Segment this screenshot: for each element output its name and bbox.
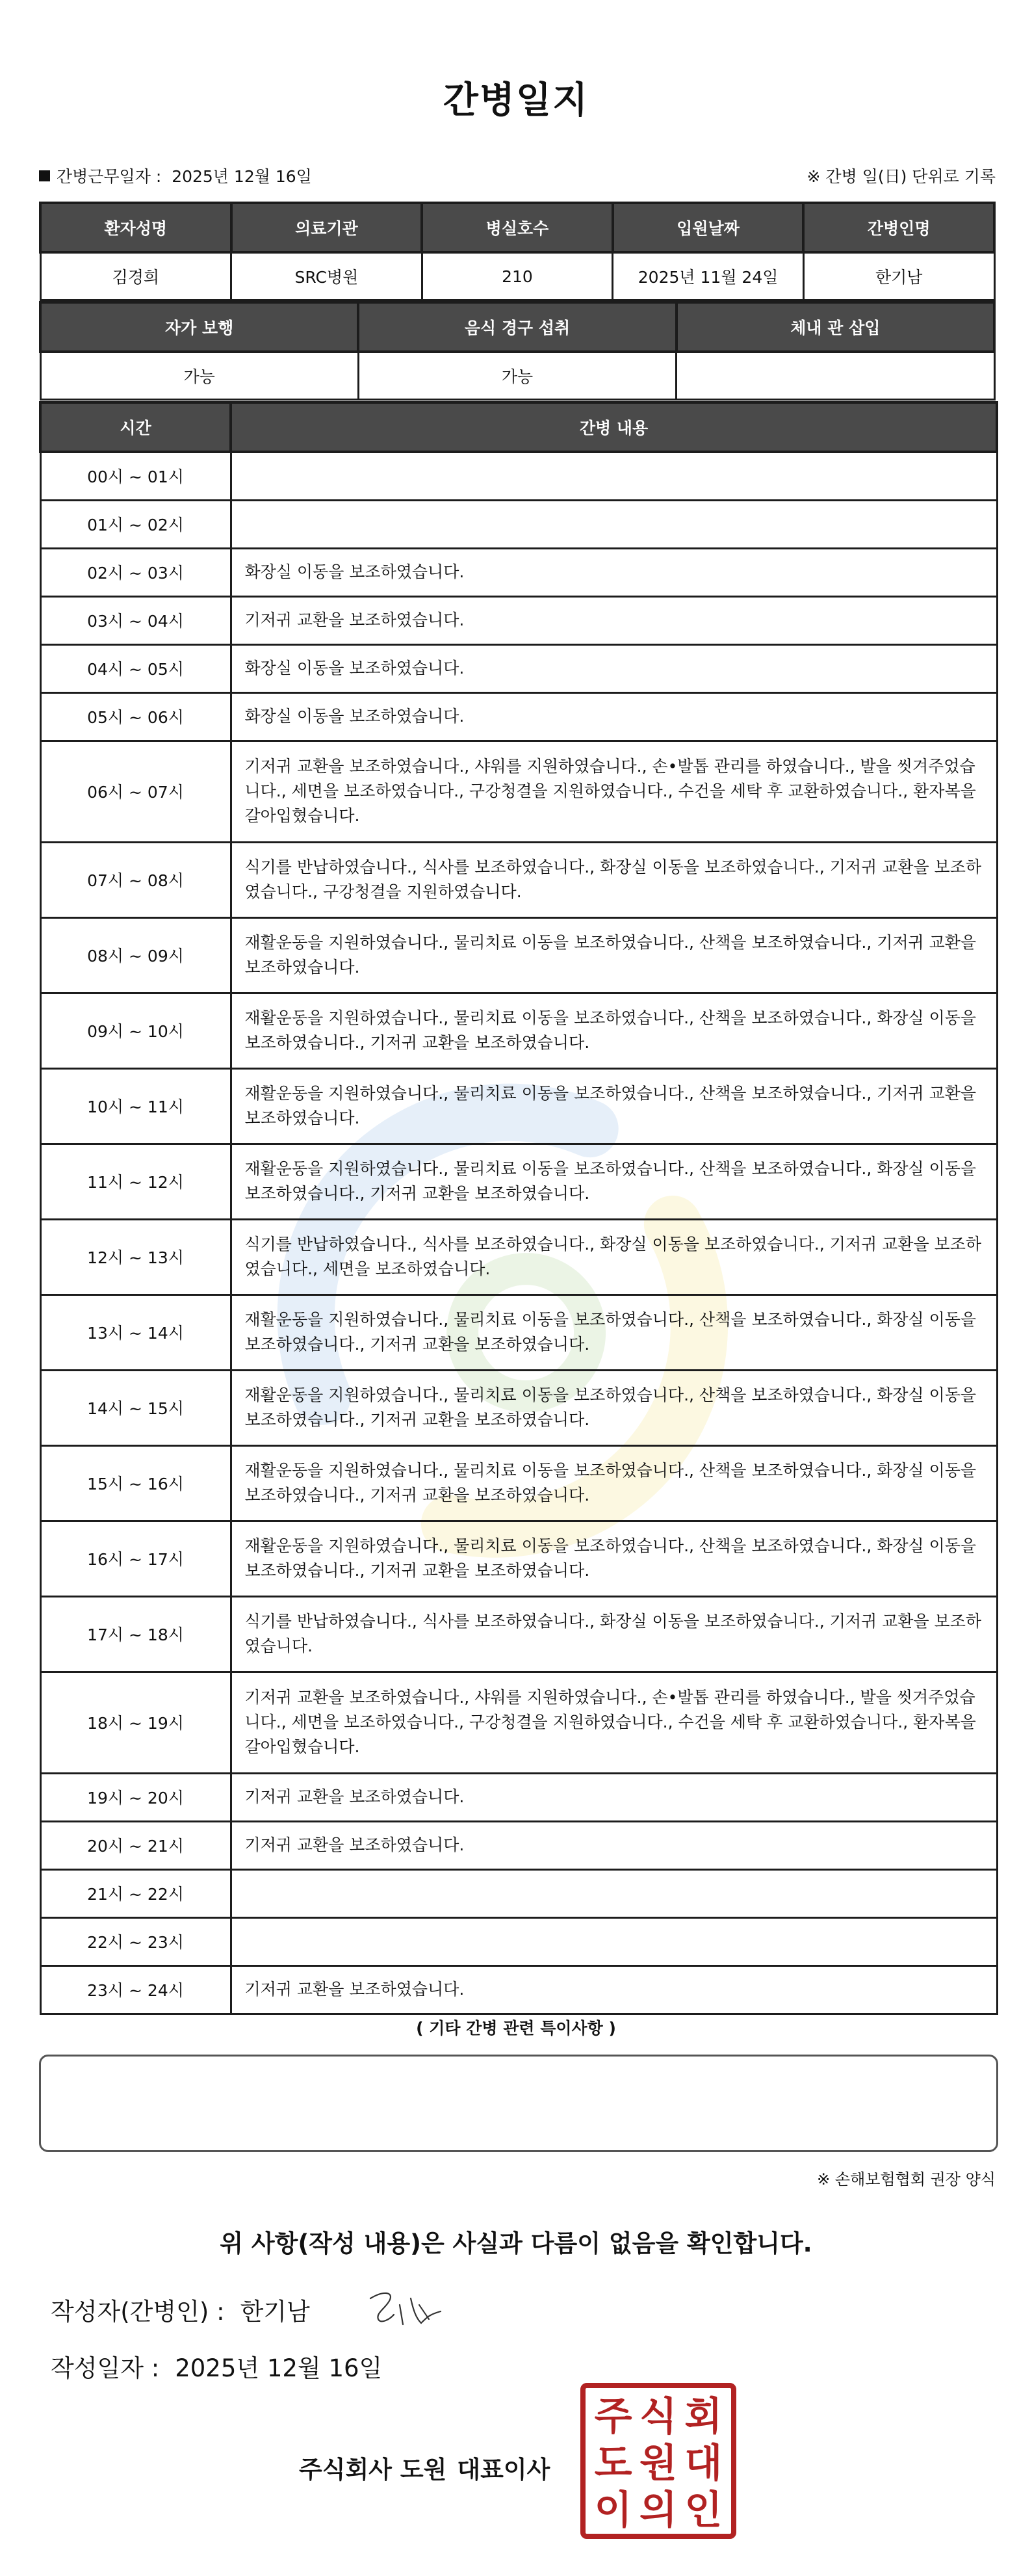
log-time: 13시 ~ 14시 <box>40 1295 231 1370</box>
remarks-box[interactable] <box>39 2055 998 2152</box>
written-date-label: 작성일자 : <box>51 2354 160 2382</box>
log-row <box>40 1219 997 1295</box>
log-row <box>40 1370 997 1445</box>
form-note: ※ 손해보험협회 권장 양식 <box>817 2170 996 2188</box>
log-row <box>40 741 997 842</box>
log-content: 기저귀 교환을 보조하였습니다. <box>231 1773 997 1821</box>
log-row <box>40 500 997 548</box>
writer-row <box>51 2292 310 2327</box>
header-tube-insertion: 체내 관 삽입 <box>677 302 994 352</box>
log-row <box>40 1672 997 1773</box>
log-time: 12시 ~ 13시 <box>40 1219 231 1295</box>
log-row <box>40 596 997 644</box>
log-time: 06시 ~ 07시 <box>40 741 231 842</box>
log-row <box>40 1295 997 1370</box>
company-name: 주식회사 도원 <box>299 2456 447 2484</box>
log-content: 기저귀 교환을 보조하였습니다. <box>231 1965 997 2014</box>
log-time: 00시 ~ 01시 <box>40 452 231 500</box>
log-time: 03시 ~ 04시 <box>40 596 231 644</box>
signature <box>364 2279 455 2344</box>
log-content: 재활운동을 지원하였습니다., 물리치료 이동을 보조하였습니다., 산책을 보조하였습니다., 화장실 이동을 보조하였습니다., 기저귀 교환을 보조하였습니다. <box>231 1370 997 1445</box>
patient-info-table <box>39 202 996 301</box>
log-time: 18시 ~ 19시 <box>40 1672 231 1773</box>
log-row <box>40 842 997 917</box>
writer-label: 작성자(간병인) : <box>51 2298 225 2326</box>
tube-insertion <box>677 352 994 400</box>
seal-characters <box>591 2393 726 2533</box>
patient-name: 김경희 <box>40 252 231 300</box>
log-row <box>40 1068 997 1144</box>
remarks-label: ( 기타 간병 관련 특이사항 ) <box>416 2019 616 2038</box>
log-content: 재활운동을 지원하였습니다., 물리치료 이동을 보조하였습니다., 산책을 보조하였습니다., 화장실 이동을 보조하였습니다., 기저귀 교환을 보조하였습니다. <box>231 993 997 1068</box>
company-title: 대표이사 <box>457 2456 550 2484</box>
institution: SRC병원 <box>231 252 422 300</box>
log-time: 10시 ~ 11시 <box>40 1068 231 1144</box>
writer-name: 한기남 <box>240 2298 310 2326</box>
log-time: 19시 ~ 20시 <box>40 1773 231 1821</box>
log-content: 기저귀 교환을 보조하였습니다., 샤워를 지원하였습니다., 손•발톱 관리를 하였습니다., 발을 씻겨주었습니다., 세면을 보조하였습니다., 구강청결을 지원하였습니다., 수건을 세탁 후 교환하였습니다., 환자복을 갈아입혔습니다. <box>231 741 997 842</box>
log-row <box>40 1596 997 1672</box>
confirmation-statement: 위 사항(작성 내용)은 사실과 다름이 없음을 확인합니다. <box>220 2229 812 2257</box>
page-title: 간병일지 <box>443 79 589 122</box>
log-content: 화장실 이동을 보조하였습니다. <box>231 644 997 692</box>
header-patient-name: 환자성명 <box>40 203 231 252</box>
log-content: 식기를 반납하였습니다., 식사를 보조하였습니다., 화장실 이동을 보조하였습니다., 기저귀 교환을 보조하였습니다., 세면을 보조하였습니다. <box>231 1219 997 1295</box>
log-content: 식기를 반납하였습니다., 식사를 보조하였습니다., 화장실 이동을 보조하였습니다., 기저귀 교환을 보조하였습니다. <box>231 1596 997 1672</box>
log-row <box>40 1773 997 1821</box>
seal-char: 식 <box>639 2394 677 2439</box>
seal-char: 인 <box>684 2488 723 2533</box>
log-content: 화장실 이동을 보조하였습니다. <box>231 548 997 596</box>
patient-status-table <box>39 301 996 401</box>
log-time: 22시 ~ 23시 <box>40 1917 231 1965</box>
log-time: 09시 ~ 10시 <box>40 993 231 1068</box>
seal-char: 도 <box>594 2441 632 2486</box>
log-row <box>40 1144 997 1219</box>
log-row <box>40 452 997 500</box>
header-care-content: 간병 내용 <box>231 402 997 452</box>
log-time: 04시 ~ 05시 <box>40 644 231 692</box>
log-time: 05시 ~ 06시 <box>40 692 231 741</box>
log-time: 20시 ~ 21시 <box>40 1821 231 1869</box>
admission-date: 2025년 11월 24일 <box>613 252 804 300</box>
header-time: 시간 <box>40 402 231 452</box>
company-row <box>299 2450 560 2485</box>
log-content: 재활운동을 지원하였습니다., 물리치료 이동을 보조하였습니다., 산책을 보조하였습니다., 화장실 이동을 보조하였습니다., 기저귀 교환을 보조하였습니다. <box>231 1521 997 1596</box>
self-walking: 가능 <box>40 352 358 400</box>
log-row <box>40 1521 997 1596</box>
log-content <box>231 452 997 500</box>
patient-info-value-row <box>40 252 994 300</box>
log-content: 기저귀 교환을 보조하였습니다. <box>231 596 997 644</box>
seal-char: 의 <box>639 2488 677 2533</box>
log-row <box>40 692 997 741</box>
log-content: 재활운동을 지원하였습니다., 물리치료 이동을 보조하였습니다., 산책을 보조하였습니다., 기저귀 교환을 보조하였습니다. <box>231 917 997 993</box>
care-log-header-row <box>40 402 997 452</box>
header-room: 병실호수 <box>422 203 613 252</box>
log-time: 14시 ~ 15시 <box>40 1370 231 1445</box>
log-time: 11시 ~ 12시 <box>40 1144 231 1219</box>
log-time: 15시 ~ 16시 <box>40 1445 231 1521</box>
log-time: 01시 ~ 02시 <box>40 500 231 548</box>
header-oral-intake: 음식 경구 섭취 <box>358 302 676 352</box>
header-self-walking: 자가 보행 <box>40 302 358 352</box>
log-row <box>40 1965 997 2014</box>
log-time: 17시 ~ 18시 <box>40 1596 231 1672</box>
header-admission-date: 입원날짜 <box>613 203 804 252</box>
log-time: 16시 ~ 17시 <box>40 1521 231 1596</box>
log-row <box>40 1445 997 1521</box>
oral-intake: 가능 <box>358 352 676 400</box>
log-row <box>40 644 997 692</box>
log-content <box>231 1869 997 1917</box>
log-row <box>40 1917 997 1965</box>
seal-char: 회 <box>684 2394 723 2439</box>
log-content: 재활운동을 지원하였습니다., 물리치료 이동을 보조하였습니다., 산책을 보조하였습니다., 화장실 이동을 보조하였습니다., 기저귀 교환을 보조하였습니다. <box>231 1144 997 1219</box>
log-content: 재활운동을 지원하였습니다., 물리치료 이동을 보조하였습니다., 산책을 보조하였습니다., 기저귀 교환을 보조하였습니다. <box>231 1068 997 1144</box>
unit-note: ※ 간병 일(日) 단위로 기록 <box>806 167 996 186</box>
log-row <box>40 1821 997 1869</box>
square-bullet-icon <box>39 170 50 181</box>
care-log-table <box>39 401 998 2015</box>
log-content: 식기를 반납하였습니다., 식사를 보조하였습니다., 화장실 이동을 보조하였습니다., 기저귀 교환을 보조하였습니다., 구강청결을 지원하였습니다. <box>231 842 997 917</box>
log-time: 21시 ~ 22시 <box>40 1869 231 1917</box>
patient-status-value-row <box>40 352 994 400</box>
seal-char: 원 <box>639 2441 677 2486</box>
company-seal <box>580 2383 736 2539</box>
log-content: 화장실 이동을 보조하였습니다. <box>231 692 997 741</box>
header-caregiver-name: 간병인명 <box>803 203 994 252</box>
work-date-value: 2025년 12월 16일 <box>172 167 312 186</box>
log-row <box>40 917 997 993</box>
log-content: 기저귀 교환을 보조하였습니다. <box>231 1821 997 1869</box>
log-content <box>231 1917 997 1965</box>
seal-char: 이 <box>594 2488 632 2533</box>
log-row <box>40 1869 997 1917</box>
log-time: 23시 ~ 24시 <box>40 1965 231 2014</box>
work-date <box>39 164 312 187</box>
patient-status-header-row <box>40 302 994 352</box>
log-row <box>40 548 997 596</box>
log-row <box>40 993 997 1068</box>
header-institution: 의료기관 <box>231 203 422 252</box>
log-content: 재활운동을 지원하였습니다., 물리치료 이동을 보조하였습니다., 산책을 보조하였습니다., 화장실 이동을 보조하였습니다., 기저귀 교환을 보조하였습니다. <box>231 1295 997 1370</box>
log-time: 02시 ~ 03시 <box>40 548 231 596</box>
patient-info-header-row <box>40 203 994 252</box>
written-date-value: 2025년 12월 16일 <box>175 2354 383 2382</box>
work-date-label: 간병근무일자 : <box>57 167 162 186</box>
seal-char: 대 <box>684 2441 723 2486</box>
written-date-row <box>51 2348 382 2384</box>
meta-row <box>39 164 996 190</box>
log-content: 기저귀 교환을 보조하였습니다., 샤워를 지원하였습니다., 손•발톱 관리를 하였습니다., 발을 씻겨주었습니다., 세면을 보조하였습니다., 구강청결을 지원하였습니다., 수건을 세탁 후 교환하였습니다., 환자복을 갈아입혔습니다. <box>231 1672 997 1773</box>
log-content <box>231 500 997 548</box>
log-time: 07시 ~ 08시 <box>40 842 231 917</box>
caregiver-name: 한기남 <box>803 252 994 300</box>
log-content: 재활운동을 지원하였습니다., 물리치료 이동을 보조하였습니다., 산책을 보조하였습니다., 화장실 이동을 보조하였습니다., 기저귀 교환을 보조하였습니다. <box>231 1445 997 1521</box>
log-time: 08시 ~ 09시 <box>40 917 231 993</box>
seal-char: 주 <box>594 2394 632 2439</box>
room-number: 210 <box>422 252 613 300</box>
